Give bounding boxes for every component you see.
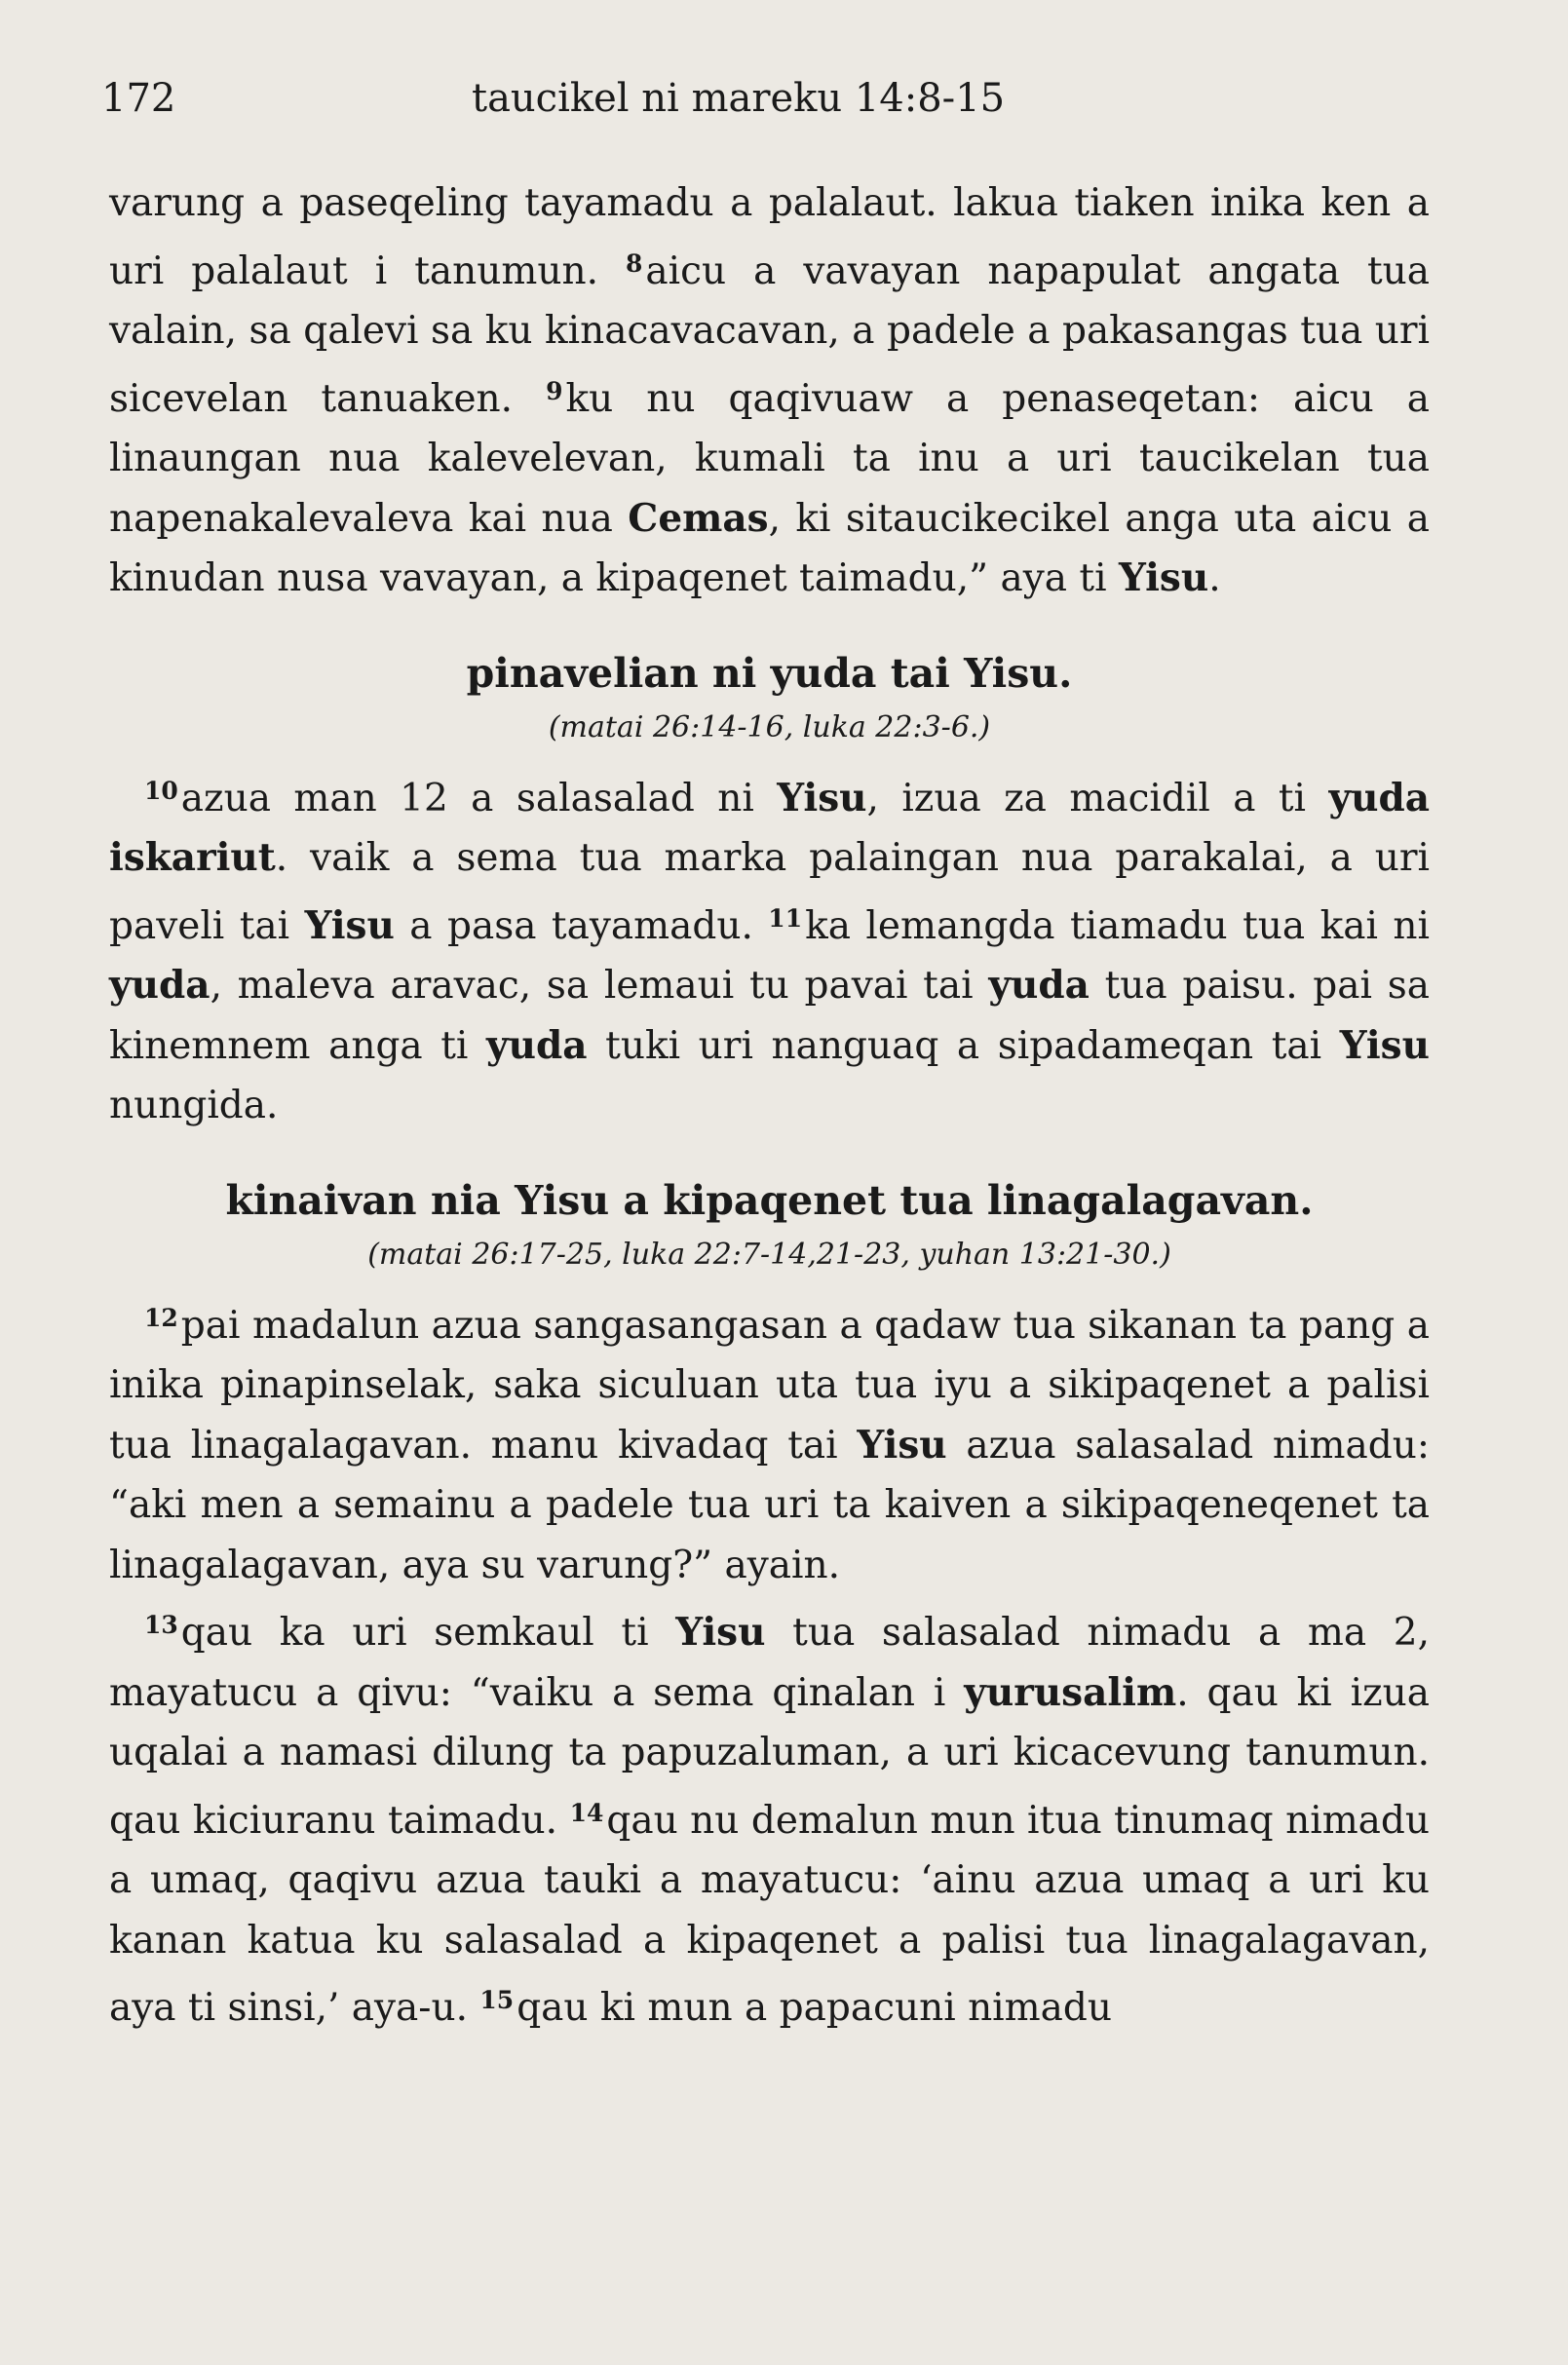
section-heading: kinaivan nia Yisu a kipaqenet tua linagalagavan. [225, 1176, 1314, 1224]
page-number: 172 [101, 76, 176, 121]
paragraph [109, 1288, 1430, 1596]
verse-number: 15 [479, 1986, 515, 2014]
bold-name: Yisu [857, 1422, 947, 1468]
bold-name: Yisu [675, 1610, 766, 1655]
page-header [101, 76, 1422, 134]
verse-number: 8 [626, 248, 643, 278]
text-run: qau nu demalun mun itua tinumaq nimadu a umaq, qaqivu azua tauki a mayatucu: ‘ainu azua umaq a uri ku kanan katua ku salasalad a kipaqenet a palisi tua linagalagavan, aya ti sinsi,’ aya-u. [109, 1798, 1431, 2030]
verse-number: 12 [144, 1303, 178, 1332]
text-run: azua man 12 a salasalad ni [180, 776, 778, 820]
bold-name: Yisu [1339, 1022, 1430, 1068]
text-run: qau ka uri semkaul ti [180, 1611, 676, 1655]
text-run: varung a paseqeling tayamadu a palalaut. lakua tiaken inika ken a uri palalaut i tanumun. [109, 181, 1430, 293]
bold-name: yuda [486, 1022, 588, 1068]
text-run: a pasa tayamadu. [394, 903, 769, 948]
verse-number: 10 [144, 776, 178, 805]
bold-name: yuda [988, 963, 1090, 1008]
paragraph [109, 761, 1430, 1136]
text-run: tua paisu. pai sa kinemnem anga ti [109, 964, 1430, 1068]
section-reference: (matai 26:17-25, luka 22:7-14,21-23, yuhan 13:21-30.) [367, 1237, 1171, 1272]
bold-name: yurusalim [964, 1669, 1177, 1715]
section-reference: (matai 26:14-16, luka 22:3-6.) [548, 709, 991, 744]
verse-number: 13 [144, 1611, 178, 1639]
bold-name: Yisu [1118, 555, 1209, 600]
body-text [109, 173, 1430, 2039]
bold-name: Yisu [304, 902, 395, 948]
text-run: , izua za macidil a ti [866, 776, 1329, 820]
text-run: . vaik a sema tua marka palaingan nua parakalai, a uri paveli tai [109, 836, 1430, 948]
text-run: aicu a vavayan napapulat angata tua valain, sa qalevi sa ku kinacavacavan, a padele a pakasangas tua uri sicevelan tanuaken. [109, 248, 1430, 421]
text-run: qau ki mun a papacuni nimadu [516, 1986, 1112, 2030]
paragraph [109, 1595, 1430, 2039]
paragraph [109, 173, 1430, 609]
text-run: . [1208, 556, 1221, 600]
bold-name: Cemas [628, 495, 769, 541]
text-run: . qau ki izua uqalai a namasi dilung ta papuzaluman, a uri kicacevung tanumun. qau kiciuranu taimadu. [109, 1670, 1431, 1843]
text-run: , ki sitaucikecikel anga uta aicu a kinudan nusa vavayan, a kipaqenet taimadu,” aya ti [109, 496, 1430, 600]
verse-number: 11 [768, 903, 803, 933]
verse-number: 14 [569, 1798, 604, 1827]
running-title: taucikel ni mareku 14:8-15 [472, 76, 1006, 121]
bold-name: Yisu [777, 775, 867, 820]
text-run: ka lemangda tiamadu tua kai ni [805, 903, 1430, 948]
text-run: , maleva aravac, sa lemaui tu pavai tai [210, 964, 989, 1008]
text-run: nungida. [109, 1084, 279, 1127]
verse-number: 9 [546, 376, 563, 405]
section-heading: pinavelian ni yuda tai Yisu. [466, 649, 1073, 697]
text-run: tuki uri nanguaq a sipadameqan tai [587, 1023, 1340, 1068]
text-run: tua salasalad nimadu a ma 2, mayatucu a qivu: “vaiku a sema qinalan i [109, 1611, 1430, 1715]
text-run: pai madalun azua sangasangasan a qadaw tua sikanan ta pang a inika pinapinselak, saka siculuan uta tua iyu a sikipaqenet a palisi tua linagalagavan. manu kivadaq tai [109, 1303, 1430, 1468]
bold-name: yuda iskariut [109, 775, 1430, 880]
text-run: azua salasalad nimadu: “aki men a semainu a padele tua uri ta kaiven a sikipaqeneqenet ta linagalagavan, aya su varung?” ayain. [109, 1423, 1430, 1587]
text-run: ku nu qaqivuaw a penaseqetan: aicu a linaungan nua kalevelevan, kumali ta inu a uri taucikelan tua napenakalevaleva kai nua [109, 376, 1430, 541]
bold-name: yuda [109, 963, 210, 1008]
